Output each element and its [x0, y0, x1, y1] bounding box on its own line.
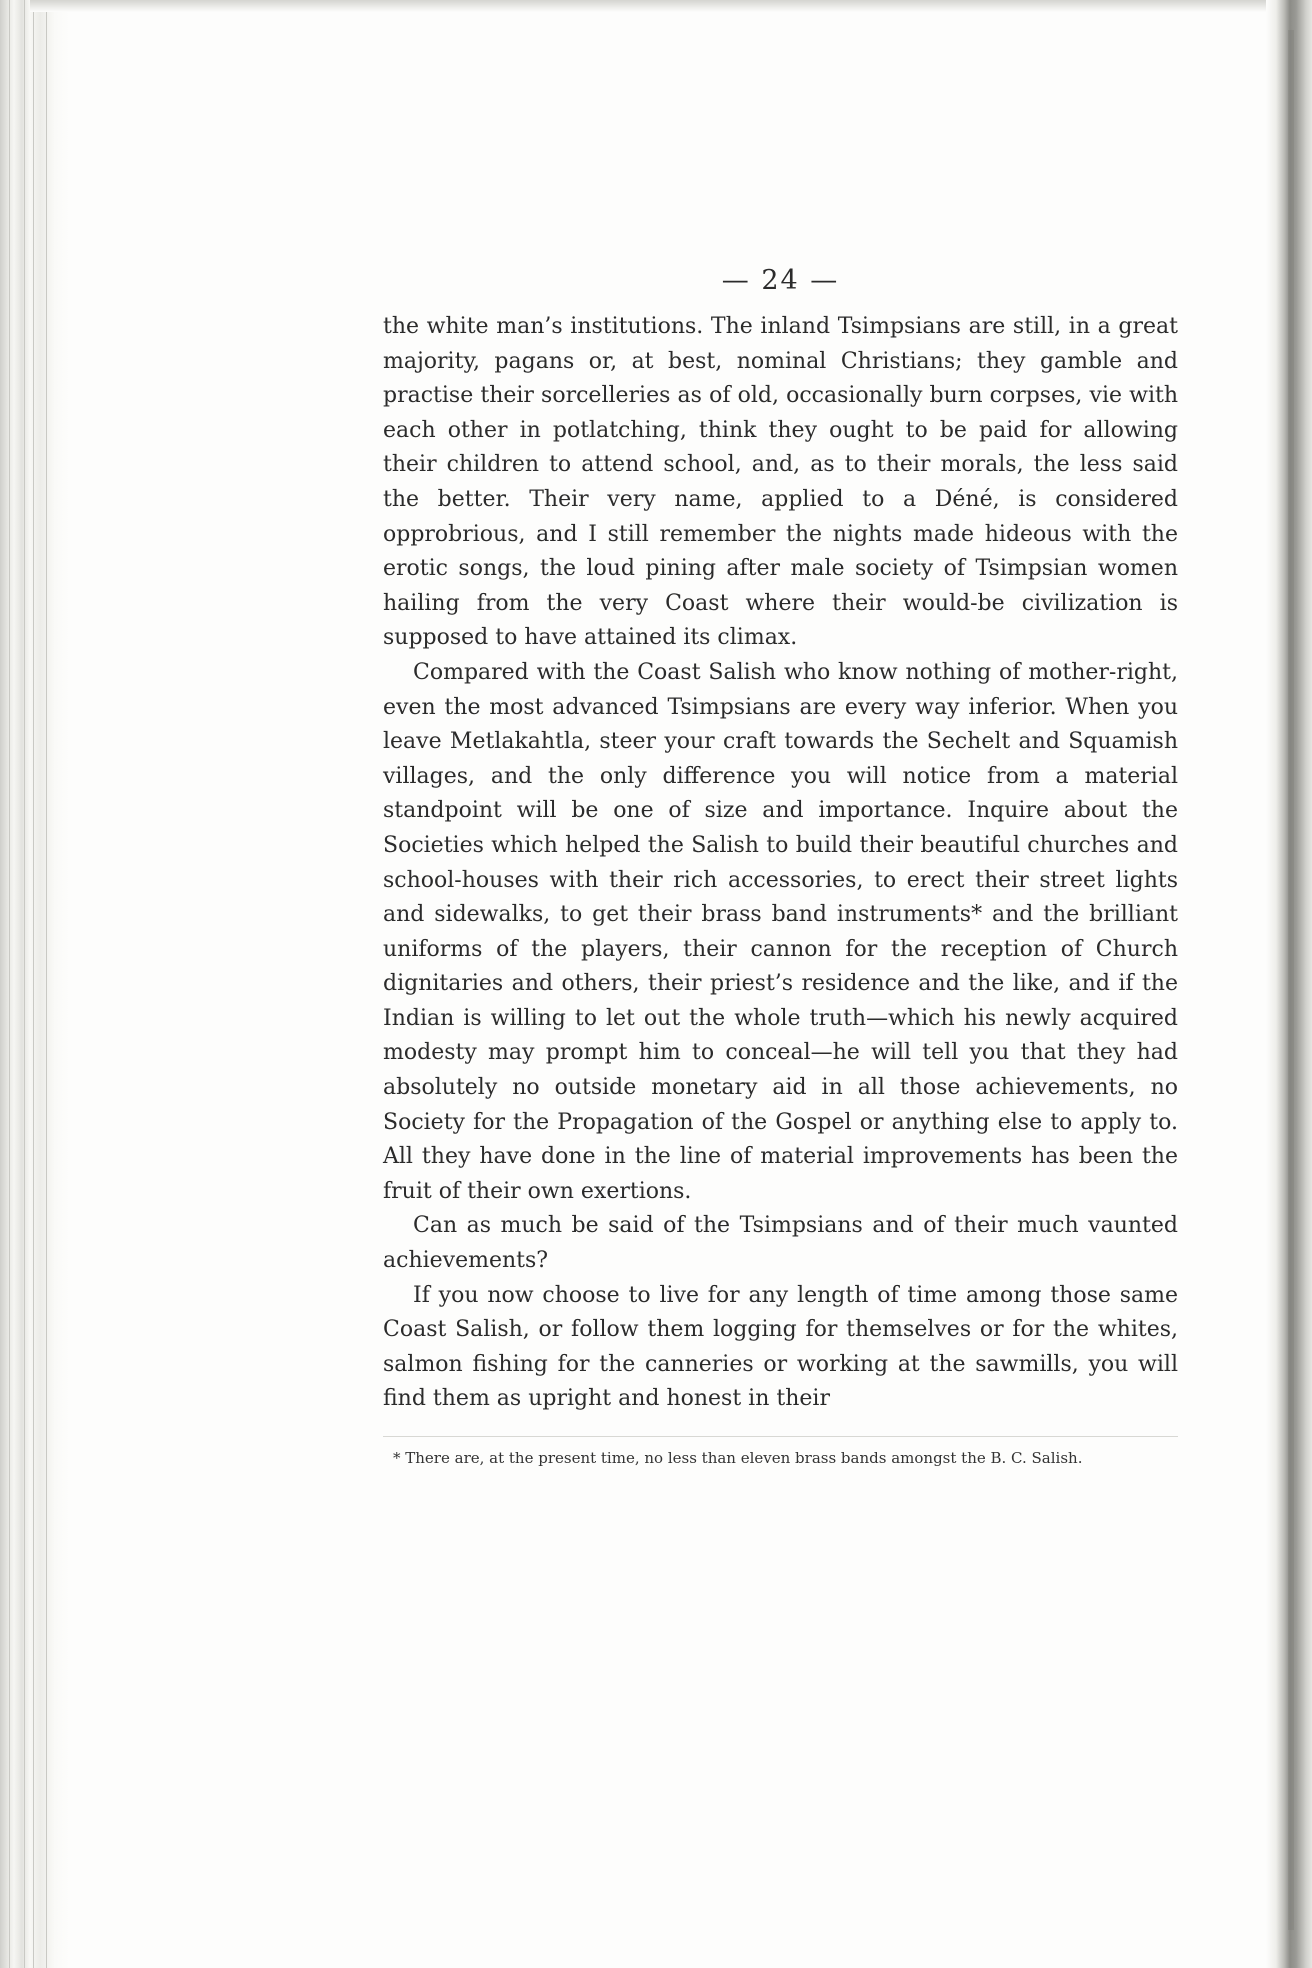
body-text [383, 310, 1178, 1417]
binding-line [46, 0, 47, 1968]
binding-line [24, 0, 25, 1968]
paragraph-logging: If you now choose to live for any length of time among those same Coast Salish, or follow them logging for themselves or for the whites, salmon fishing for the canneries or working at the sawmills, you will find them as upright and honest in their [383, 1282, 1178, 1412]
page-content [383, 264, 1178, 1472]
binding-line [9, 0, 10, 1968]
page-edge-shadow [1288, 30, 1294, 1930]
paragraph-continuation: the white man’s institutions. The inland Tsimpsians are still, in a great majority, pagans or, at best, nominal Christians; they gamble and practise their sorcelleries as of old, occasionally burn corpses, vie with each other in potlatching, think they ought to be paid for allowing their children to attend school, and, as to their morals, the less said the better. Their very name, applied to a Déné, is considered opprobrious, and I still remember the nights made hideous with the erotic songs, the loud pining after male society of Tsimpsian women hailing from the very Coast where their would-be civilization is supposed to have attained its climax. [383, 314, 1178, 651]
footnote: * There are, at the present time, no less than eleven brass bands amongst the B. C. Salish. [393, 1449, 1083, 1467]
footnote-divider [383, 1436, 1178, 1437]
page-top-edge [30, 0, 1280, 12]
binding-line [33, 0, 34, 1968]
page-right-edge [1266, 0, 1312, 1968]
page-number: — 24 — [721, 265, 840, 296]
book-binding-edge [0, 0, 70, 1968]
paragraph-coast-salish: Compared with the Coast Salish who know nothing of mother-right, even the most advanced Tsimpsians are every way inferior. When you leave Metlakahtla, steer your craft towards the Sechelt and Squamish villages, and the only difference you will notice from a material standpoint will be one of size and importance. Inquire about the Societies which helped the Salish to build their beautiful churches and school-houses with their rich accessories, to erect their street lights and sidewalks, to get their brass band instruments* and the brilliant uniforms of the players, their cannon for the reception of Church dignitaries and others, their priest’s residence and the like, and if the Indian is willing to let out the whole truth—which his newly acquired modesty may prompt him to conceal—he will tell you that they had absolutely no outside monetary aid in all those achievements, no Society for the Propagation of the Gospel or anything else to apply to. All they have done in the line of material improvements has been the fruit of their own exertions. [383, 659, 1178, 1204]
paragraph-question: Can as much be said of the Tsimpsians and of their much vaunted achievements? [383, 1213, 1178, 1274]
